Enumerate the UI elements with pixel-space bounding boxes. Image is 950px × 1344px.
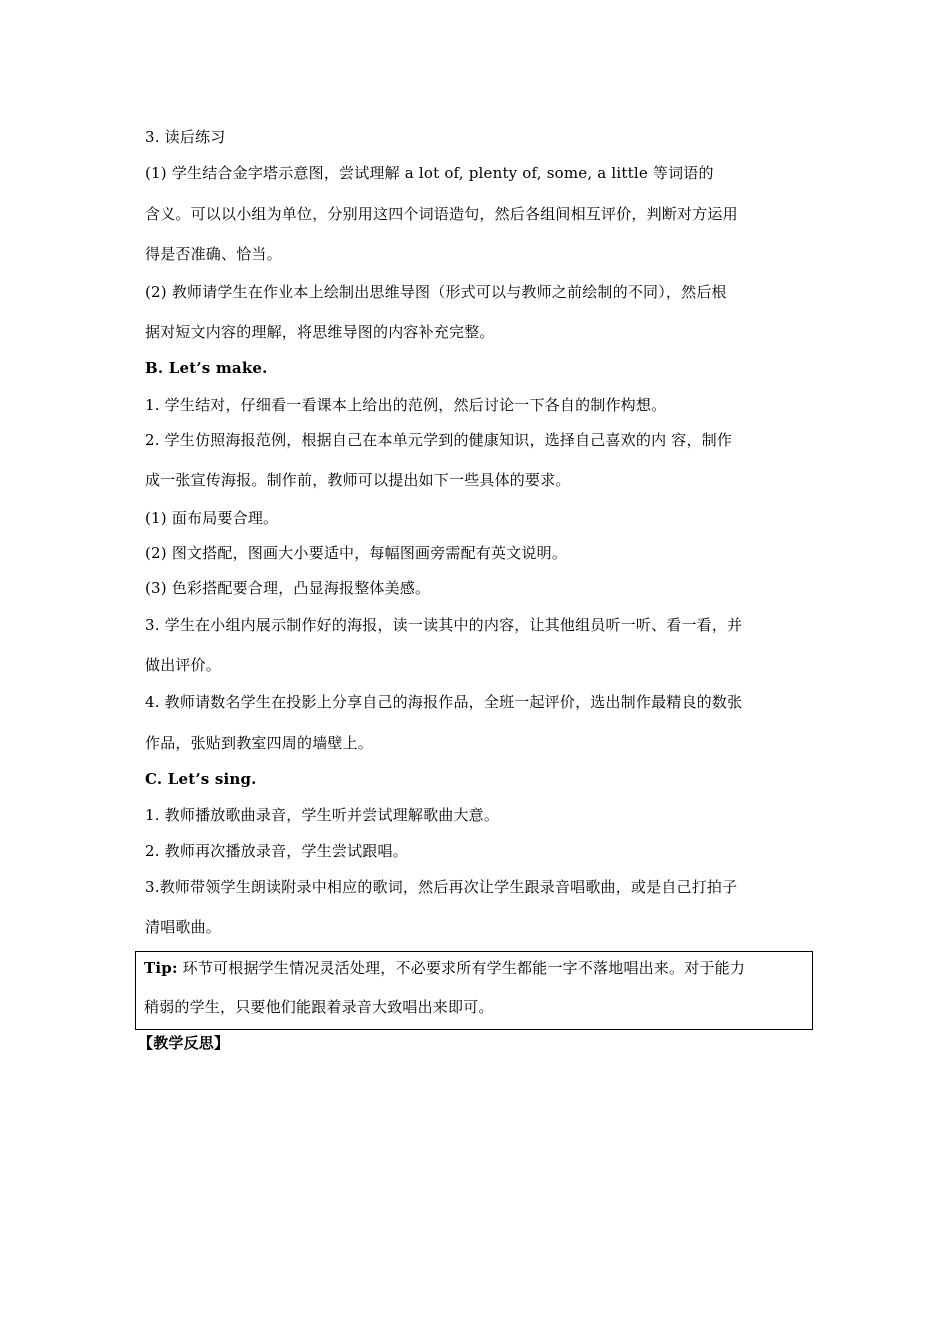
section-b-step-1: 1. 学生结对，仔细看一看课本上给出的范例，然后讨论一下各自的制作构想。 xyxy=(145,396,667,414)
section-c-step-2: 2. 教师再次播放录音，学生尝试跟唱。 xyxy=(145,842,408,860)
section-b-step-2-line-2: 成一张宣传海报。制作前，教师可以提出如下一些具体的要求。 xyxy=(145,471,571,489)
section-3-item-2-line-2: 据对短文内容的理解，将思维导图的内容补充完整。 xyxy=(145,323,495,341)
section-b-requirement-3: (3) 色彩搭配要合理，凸显海报整体美感。 xyxy=(145,579,431,597)
section-3-item-1-line-2: 含义。可以以小组为单位，分别用这四个词语造句，然后各组间相互评价，判断对方运用 xyxy=(145,205,738,223)
section-3-item-2-line-1: (2) 教师请学生在作业本上绘制出思维导图（形式可以与教师之前绘制的不同），然后根 xyxy=(145,283,727,301)
section-b-heading: B. Let’s make. xyxy=(145,359,268,377)
tip-label: Tip: xyxy=(144,959,178,977)
tip-line-2: 稍弱的学生，只要他们能跟着录音大致唱出来即可。 xyxy=(144,998,494,1016)
section-c-heading: C. Let’s sing. xyxy=(145,770,257,788)
section-b-step-2-line-1: 2. 学生仿照海报范例，根据自己在本单元学到的健康知识，选择自己喜欢的内 容，制作 xyxy=(145,431,733,449)
section-b-requirement-1: (1) 面布局要合理。 xyxy=(145,509,279,527)
section-b-requirement-2: (2) 图文搭配，图画大小要适中，每幅图画旁需配有英文说明。 xyxy=(145,544,568,562)
section-b-step-4-line-2: 作品，张贴到教室四周的墙壁上。 xyxy=(145,734,374,752)
tip-line-1 xyxy=(144,958,806,978)
section-3-item-1-line-3: 得是否准确、恰当。 xyxy=(145,245,282,263)
section-3-heading: 3. 读后练习 xyxy=(145,128,226,146)
section-c-step-1: 1. 教师播放歌曲录音，学生听并尝试理解歌曲大意。 xyxy=(145,806,500,824)
section-3-item-1-line-1: (1) 学生结合金字塔示意图，尝试理解 a lot of, plenty of, some, a little 等词语的 xyxy=(145,164,714,182)
section-b-step-3-line-1: 3. 学生在小组内展示制作好的海报，读一读其中的内容，让其他组员听一听、看一看，并 xyxy=(145,616,743,634)
section-c-step-3-line-1: 3.教师带领学生朗读附录中相应的歌词，然后再次让学生跟录音唱歌曲，或是自己打拍子 xyxy=(145,878,738,896)
teaching-reflection-heading: 【教学反思】 xyxy=(138,1034,230,1052)
section-b-step-3-line-2: 做出评价。 xyxy=(145,656,222,674)
tip-box xyxy=(135,951,813,1030)
tip-text-line-1: 环节可根据学生情况灵活处理，不必要求所有学生都能一字不落地唱出来。对于能力 xyxy=(182,959,746,977)
section-b-step-4-line-1: 4. 教师请数名学生在投影上分享自己的海报作品，全班一起评价，选出制作最精良的数张 xyxy=(145,693,743,711)
section-c-step-3-line-2: 清唱歌曲。 xyxy=(145,918,222,936)
